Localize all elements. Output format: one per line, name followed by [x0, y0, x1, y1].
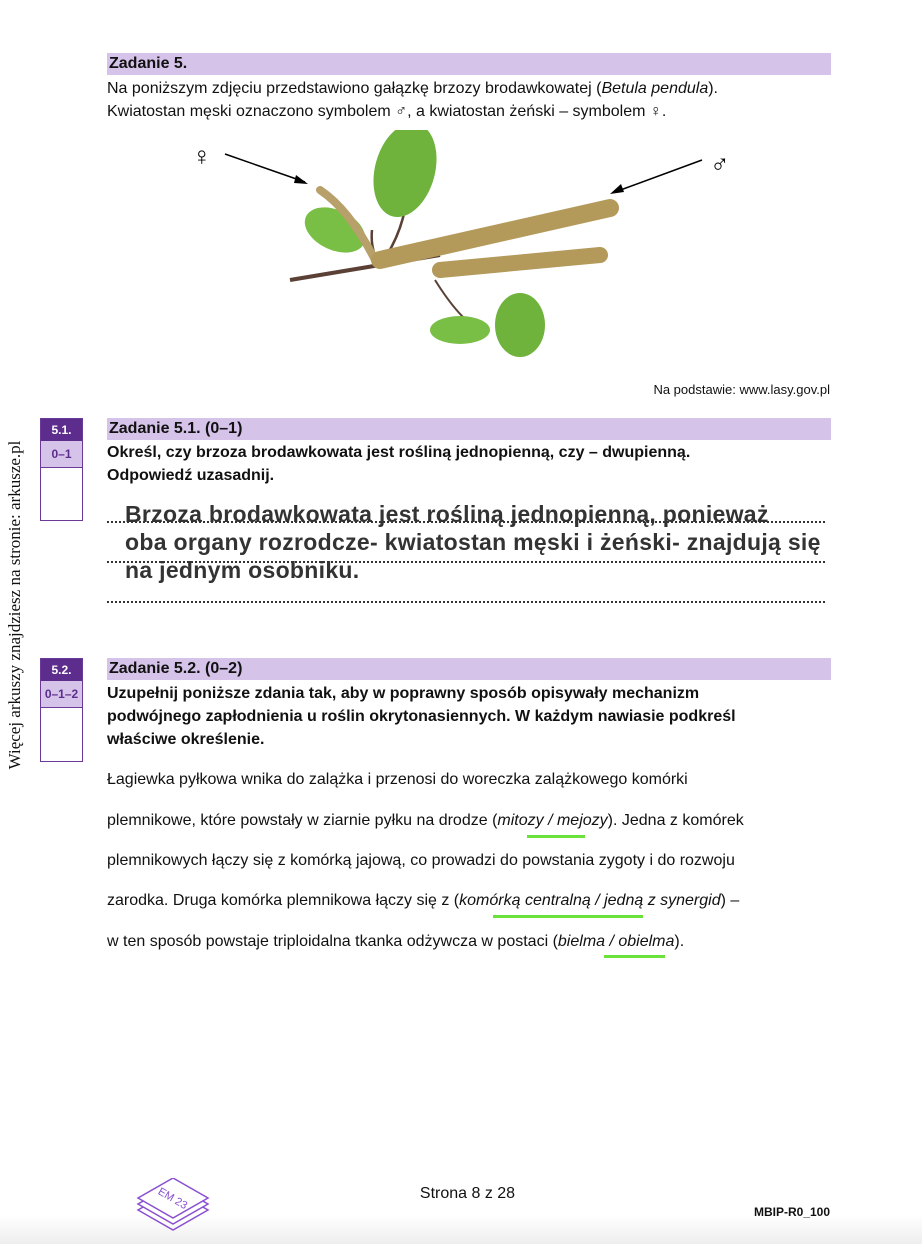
paragraph-line: zarodka. Druga komórka plemnikowa łączy się z (komórką centralną / jedną z synergid) –	[107, 892, 740, 909]
underline-mitozy	[527, 835, 585, 838]
task52-title: Zadanie 5.2. (0–2)	[107, 658, 831, 680]
paragraph-line: w ten sposób powstaje triploidalna tkanka odżywcza w postaci (bielma / obielma).	[107, 933, 685, 950]
male-symbol: ♂	[710, 149, 730, 179]
exam-code: MBIP-R0_100	[753, 1205, 830, 1219]
em23-logo	[133, 1178, 213, 1234]
birch-branch-image	[180, 130, 760, 375]
task52-question: Uzupełnij poniższe zdania tak, aby w poprawny sposób opisywały mechanizm podwójnego zapłodnienia u roślin okrytonasiennych. W każdym nawiasie podkreśl właściwe określenie.	[107, 685, 736, 748]
image-source: Na podstawie: www.lasy.gov.pl	[653, 382, 830, 397]
answer-line-2[interactable]: oba organy rozrodcze- kwiatostan męski i żeński- znajdują się	[125, 529, 821, 555]
svg-text:EM 23: EM 23	[155, 1185, 190, 1213]
answer-line-1[interactable]: Brzoza brodawkowata jest rośliną jednopienną, ponieważ	[125, 501, 769, 527]
underline-komorka-centralna	[493, 915, 643, 918]
score-box-5-1: 5.1. 0–1	[40, 418, 83, 521]
page-number: Strona 8 z 28	[419, 1185, 516, 1202]
paragraph-line: Łagiewka pyłkowa wnika do zalążka i przenosi do woreczka zalążkowego komórki	[107, 771, 688, 788]
task5-intro: Na poniższym zdjęciu przedstawiono gałązkę brzozy brodawkowatej (Betula pendula). Kwiatostan męski oznaczono symbolem ♂, a kwiatostan żeński – symbolem ♀.	[107, 80, 718, 120]
choice-bielma-obielma[interactable]: bielma / obielma	[557, 933, 675, 950]
choice-komorka[interactable]: komórką centralną / jedną z synergid	[459, 892, 721, 909]
paragraph-line: plemnikowe, które powstały w ziarnie pyłku na drodze (mitozy / mejozy). Jedna z komórek	[107, 812, 744, 829]
underline-bielma	[604, 955, 665, 958]
task5-title: Zadanie 5.	[107, 53, 831, 75]
paragraph-line: plemnikowych łączy się z komórką jajową, co prowadzi do powstania zygoty i do rozwoju	[107, 852, 735, 869]
choice-mitozy-mejozy[interactable]: mitozy / mejozy	[497, 812, 608, 829]
task51-title: Zadanie 5.1. (0–1)	[107, 418, 831, 440]
sidebar-text: Więcej arkuszy znajdziesz na stronie: arkusze.pl	[5, 440, 24, 770]
answer-line-3[interactable]: na jednym osobniku.	[125, 557, 360, 583]
female-symbol: ♀	[192, 141, 212, 171]
score-box-5-2: 5.2. 0–1–2	[40, 658, 83, 762]
task51-question: Określ, czy brzoza brodawkowata jest rośliną jednopienną, czy – dwupienną. Odpowiedź uzasadnij.	[107, 444, 691, 484]
